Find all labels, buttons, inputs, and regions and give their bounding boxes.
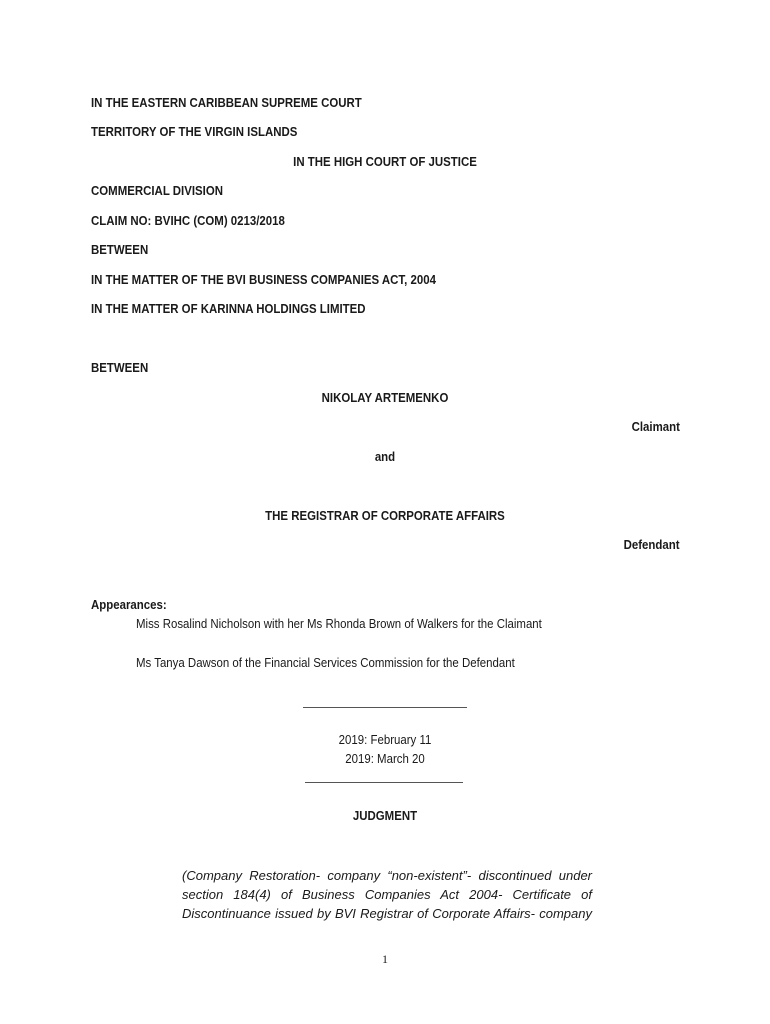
defendant-counsel: Ms Tanya Dawson of the Financial Services Commission for the Defendant xyxy=(136,655,515,670)
summary-line: (Company Restoration- company “non-existent”- discontinued under xyxy=(182,868,592,883)
claimant-name: NIKOLAY ARTEMENKO xyxy=(321,390,449,405)
defendant-name: THE REGISTRAR OF CORPORATE AFFAIRS xyxy=(265,508,505,523)
page-number: 1 xyxy=(382,952,388,966)
claim-number: CLAIM NO: BVIHC (COM) 0213/2018 xyxy=(91,213,285,228)
judgment-title: JUDGMENT xyxy=(352,808,418,823)
summary-line: Discontinuance issued by BVI Registrar of Corporate Affairs- company xyxy=(182,906,592,921)
territory: TERRITORY OF THE VIRGIN ISLANDS xyxy=(91,124,298,139)
between-heading: BETWEEN xyxy=(91,242,149,257)
divider-top xyxy=(303,707,467,708)
matter-act: IN THE MATTER OF THE BVI BUSINESS COMPANIES ACT, 2004 xyxy=(91,272,436,287)
court-name: IN THE EASTERN CARIBBEAN SUPREME COURT xyxy=(91,95,362,110)
claimant-role: Claimant xyxy=(631,419,680,434)
summary-line: section 184(4) of Business Companies Act 2004- Certificate of xyxy=(182,887,592,902)
judgment-date: 2019: March 20 xyxy=(345,751,425,766)
matter-company: IN THE MATTER OF KARINNA HOLDINGS LIMITED xyxy=(91,301,366,316)
appearances-label: Appearances: xyxy=(91,597,167,612)
and-separator: and xyxy=(374,449,396,464)
defendant-role: Defendant xyxy=(624,537,680,552)
between-parties: BETWEEN xyxy=(91,360,149,375)
division: COMMERCIAL DIVISION xyxy=(91,183,223,198)
hearing-date: 2019: February 11 xyxy=(338,732,432,747)
judgment-summary xyxy=(182,866,592,923)
claimant-counsel: Miss Rosalind Nicholson with her Ms Rhonda Brown of Walkers for the Claimant xyxy=(136,616,542,631)
divider-bottom xyxy=(305,782,463,783)
high-court-title: IN THE HIGH COURT OF JUSTICE xyxy=(293,154,477,169)
